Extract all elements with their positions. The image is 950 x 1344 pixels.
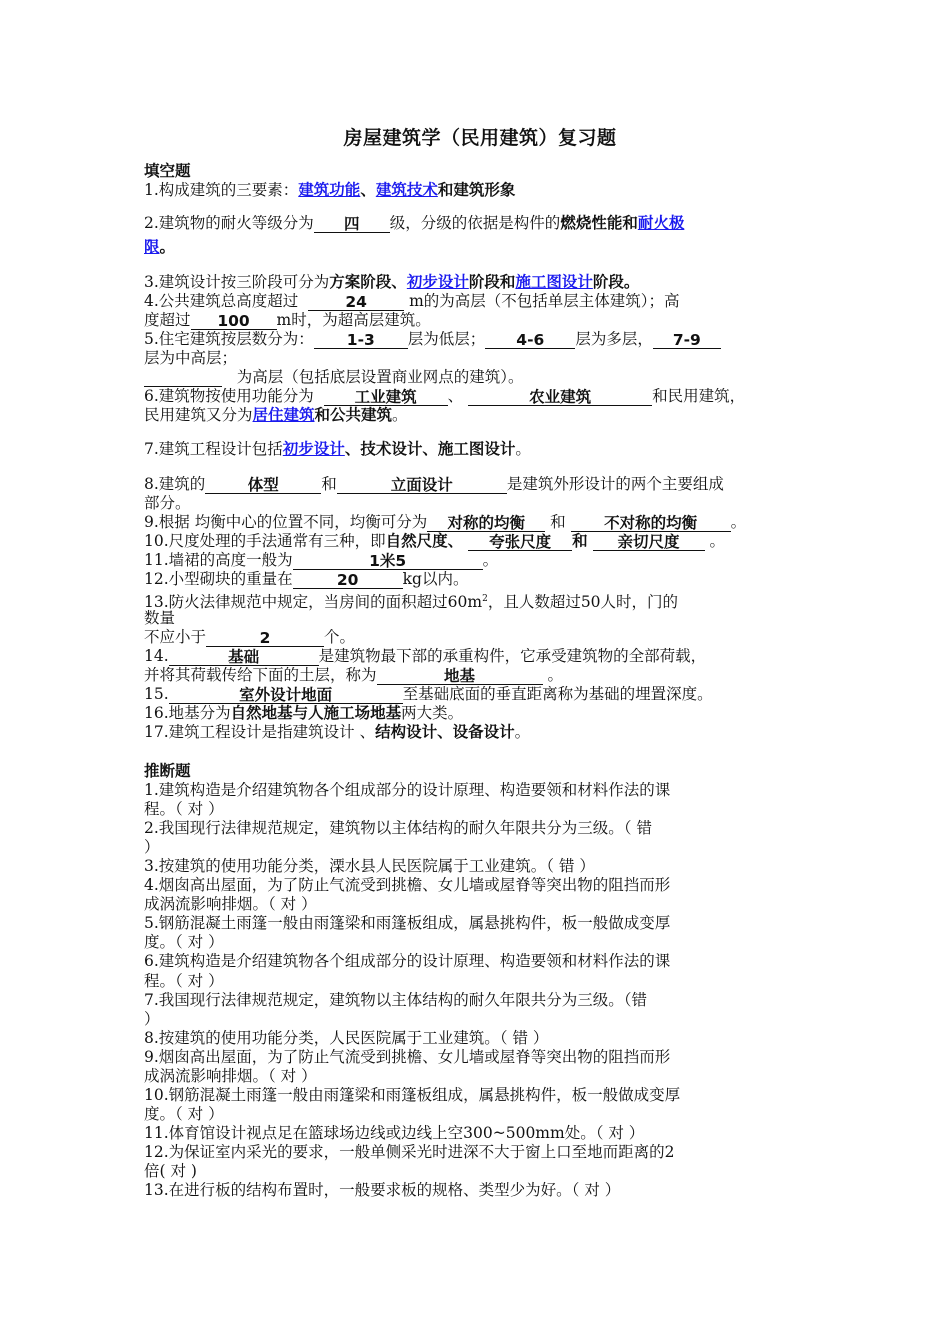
answer-blank: 不对称的均衡 xyxy=(571,514,731,532)
answer-blank: 体型 xyxy=(205,476,321,494)
question-5: 5.住宅建筑按层数分为： 1-3 层为低层； 4-6 层为多层， 7-9 xyxy=(144,330,816,349)
judge-line: 6.建筑构造是介绍建筑物各个组成部分的设计原理、构造要领和材料作法的课 xyxy=(144,952,671,971)
link-preliminary-design[interactable]: 初步设计 xyxy=(406,273,469,291)
question-2: 2.建筑物的耐火等级分为 四 级，分级的依据是构件的燃烧性能和耐火极 xyxy=(144,214,685,233)
question-7: 7.建筑工程设计包括初步设计、技术设计、施工图设计。 xyxy=(144,440,531,458)
question-11: 11.墙裙的高度一般为 1米5 。 xyxy=(144,551,499,570)
question-14: 14. 基础 是建筑物最下部的承重构件，它承受建筑物的全部荷载， xyxy=(144,647,707,666)
link-preliminary-design-2[interactable]: 初步设计 xyxy=(282,440,345,458)
judge-line: 成涡流影响排烟。（ 对 ） xyxy=(144,1066,317,1085)
question-9: 9.根据 均衡中心的位置不同，均衡可分为 对称的均衡 和 不对称的均衡 。 xyxy=(144,513,747,532)
answer-blank: 基础 xyxy=(169,648,319,666)
question-4: 4.公共建筑总高度超过 24 m的为高层（不包括单层主体建筑）；高 xyxy=(144,292,680,311)
judge-line: 度。（ 对 ） xyxy=(144,933,224,952)
fill-section-heading: 填空题 xyxy=(144,162,191,180)
answer-blank: 100 xyxy=(191,312,277,330)
answer-blank: 亲切尺度 xyxy=(593,533,705,551)
judge-line: 程。（ 对 ） xyxy=(144,971,224,990)
link-fire-limit[interactable]: 耐火极 xyxy=(637,214,685,232)
judge-line: 4.烟囱高出屋面，为了防止气流受到挑檐、女儿墙或屋脊等突出物的阻挡而形 xyxy=(144,876,671,895)
link-building-technology[interactable]: 建筑技术 xyxy=(375,181,438,199)
judge-line: 12.为保证室内采光的要求，一般单侧采光时进深不大于窗上口至地而距离的2 xyxy=(144,1142,675,1161)
page-title: 房屋建筑学（民用建筑）复习题 xyxy=(343,127,617,149)
question-6: 6.建筑物按使用功能分为 工业建筑 、 农业建筑 和民用建筑， xyxy=(144,387,746,406)
judge-line: 程。（ 对 ） xyxy=(144,800,224,819)
answer-blank-empty xyxy=(144,369,222,387)
question-13: 13.防火法律规范中规定，当房间的面积超过$60m^2$，且人数超过50人时，门的 xyxy=(144,593,679,612)
answer-blank: 室外设计地面 xyxy=(169,686,403,704)
answer-blank: 立面设计 xyxy=(337,476,507,494)
answer-blank: 7-9 xyxy=(653,331,721,349)
answer-blank: 工业建筑 xyxy=(324,388,448,406)
question-14-cont: 并将其荷载传给下面的土层，称为 地基 。 xyxy=(144,666,563,685)
answer-blank: 农业建筑 xyxy=(468,388,652,406)
judge-line: 成涡流影响排烟。（ 对 ） xyxy=(144,895,317,914)
answer-blank: 夸张尺度 xyxy=(468,533,572,551)
answer-blank: 地基 xyxy=(377,667,543,685)
judge-line: 8.按建筑的使用功能分类，人民医院属于工业建筑。（ 错 ） xyxy=(144,1028,549,1047)
question-2-cont: 限。 xyxy=(144,238,176,256)
judge-line: 9.烟囱高出屋面，为了防止气流受到挑檐、女儿墙或屋脊等突出物的阻挡而形 xyxy=(144,1047,671,1066)
answer-blank: 对称的均衡 xyxy=(427,514,545,532)
question-8-cont: 部分。 xyxy=(144,494,191,512)
question-13-cont: 数量 xyxy=(144,609,176,627)
question-6-cont: 民用建筑又分为居住建筑和公共建筑。 xyxy=(144,406,408,424)
question-15: 15. 室外设计地面 至基础底面的垂直距离称为基础的埋置深度。 xyxy=(144,685,713,704)
answer-blank: 1-3 xyxy=(314,331,408,349)
question-16: 16.地基分为自然地基与人施工场地基两大类。 xyxy=(144,704,464,722)
judge-line: ） xyxy=(144,1009,160,1028)
judge-line: 13.在进行板的结构布置时，一般要求板的规格、类型少为好。（ 对 ） xyxy=(144,1181,621,1200)
question-4-cont: 度超过 100 m时，为超高层建筑。 xyxy=(144,311,431,330)
question-8: 8.建筑的 体型 和 立面设计 是建筑外形设计的两个主要组成 xyxy=(144,475,724,494)
judge-section-heading: 推断题 xyxy=(144,762,191,780)
link-building-function[interactable]: 建筑功能 xyxy=(298,181,361,199)
judge-line: ） xyxy=(144,838,160,857)
answer-blank: 1米5 xyxy=(293,552,483,570)
question-10: 10.尺度处理的手法通常有三种，即自然尺度、 夸张尺度 和 亲切尺度 。 xyxy=(144,532,726,551)
question-5-cont: 层为中高层； xyxy=(144,349,238,367)
judge-line: 3.按建筑的使用功能分类，溧水县人民医院属于工业建筑。（ 错 ） xyxy=(144,857,595,876)
link-construction-drawing[interactable]: 施工图设计 xyxy=(515,273,593,291)
judge-line: 倍( 对 ) xyxy=(144,1162,197,1180)
judge-line: 5.钢筋混凝土雨篷一般由雨篷梁和雨篷板组成，属悬挑构件，板一般做成变厚 xyxy=(144,914,671,933)
answer-blank: 2 xyxy=(206,629,324,647)
judge-line: 2.我国现行法律规范规定，建筑物以主体结构的耐久年限共分为三级。（ 错 xyxy=(144,819,652,838)
answer-blank: 四 xyxy=(314,215,390,233)
judge-line: 11.体育馆设计视点足在篮球场边线或边线上空300~500mm处。（ 对 ） xyxy=(144,1123,645,1142)
link-residential[interactable]: 居住建筑 xyxy=(252,406,315,424)
judge-line: 10.钢筋混凝土雨篷一般由雨篷梁和雨篷板组成，属悬挑构件，板一般做成变厚 xyxy=(144,1085,681,1104)
judge-line: 1.建筑构造是介绍建筑物各个组成部分的设计原理、构造要领和材料作法的课 xyxy=(144,781,671,799)
question-17: 17.建筑工程设计是指建筑设计 、结构设计、设备设计。 xyxy=(144,723,531,741)
link-fire-limit-cont[interactable]: 限 xyxy=(144,238,160,256)
question-5-cont2: 为高层（包括底层设置商业网点的建筑）。 xyxy=(144,368,816,387)
answer-blank: 20 xyxy=(293,571,403,589)
question-3: 3.建筑设计按三阶段可分为方案阶段、初步设计阶段和施工图设计阶段。 xyxy=(144,273,640,291)
answer-blank: 24 xyxy=(308,293,404,311)
judge-line: 7.我国现行法律规范规定，建筑物以主体结构的耐久年限共分为三级。（错 xyxy=(144,990,648,1009)
question-1: 1.构成建筑的三要素：建筑功能、建筑技术和建筑形象 xyxy=(144,181,516,199)
question-12: 12.小型砌块的重量在 20 kg以内。 xyxy=(144,570,469,589)
judge-line: 度。（ 对 ） xyxy=(144,1104,224,1123)
question-13-cont2: 不应小于 2 个。 xyxy=(144,628,356,647)
answer-blank: 4-6 xyxy=(485,331,575,349)
